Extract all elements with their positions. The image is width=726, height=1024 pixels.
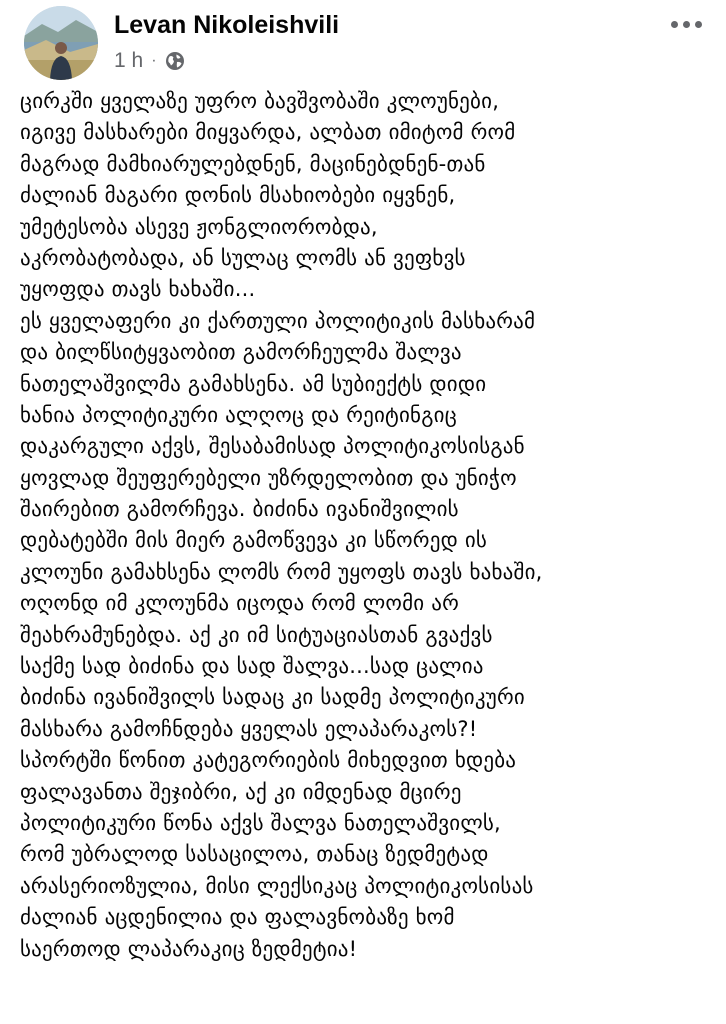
post-text-line: კლოუნი გამახსენა ლომს რომ უყოფს თავს ხახაში, xyxy=(20,559,543,584)
avatar-photo xyxy=(24,6,98,80)
post-text-line: ძალიან აცდენილია და ფალავნობაზე ხომ xyxy=(20,905,455,930)
post-text-line: იგივე მასხარები მიყვარდა, ალბათ იმიტომ რომ xyxy=(20,120,516,145)
post-text-line: შეახრამუნებდა. აქ კი იმ სიტუაციასთან გვაქვს xyxy=(20,622,493,647)
post-text-line: საერთოდ ლაპარაკიც ზედმეტია! xyxy=(20,936,358,961)
post-text-line: ძალიან მაგარი დონის მსახიობები იყვნენ, xyxy=(20,183,456,208)
post-text-line: მასხარა გამოჩნდება ყველას ელაპარაკოს?! xyxy=(20,716,478,741)
post-text-line: დებატებში მის მიერ გამოწვევა კი სწორედ ის xyxy=(20,528,488,553)
post-text-line: ცირკში ყველაზე უფრო ბავშვობაში კლოუნები, xyxy=(20,89,500,113)
post-text-line: ბიძინა ივანიშვილს სადაც კი სადმე პოლიტიკური xyxy=(20,685,525,710)
avatar[interactable] xyxy=(24,6,98,80)
post-text-line: არასერიოზულია, მისი ლექსიკაც პოლიტიკოსისას xyxy=(20,873,534,898)
post-timestamp[interactable]: 1 h xyxy=(114,49,144,72)
post-text-line: ეს ყველაფერი კი ქართული პოლიტიკის მასხარამ xyxy=(20,308,536,333)
more-options-button[interactable] xyxy=(664,6,708,42)
post-text-line: უმეტესობა ასევე ჟონგლიორობდა, xyxy=(20,214,378,239)
post-text-line: ოღონდ იმ კლოუნმა იცოდა რომ ლომი არ xyxy=(20,591,460,616)
author-name[interactable]: Levan Nikoleishvili xyxy=(114,11,340,39)
post-text-line: აკრობატობადა, ან სულაც ლომს ან ვეფხვს xyxy=(20,245,466,270)
globe-icon[interactable] xyxy=(165,51,185,71)
post-text-line: რომ უბრალოდ სასაცილოა, თანაც ზედმეტად xyxy=(20,842,489,867)
post-text-line: სპორტში წონით კატეგორიების მიხედვით ხდება xyxy=(20,748,517,773)
more-options-icon xyxy=(671,21,678,28)
post-text-line: პოლიტიკური წონა აქვს შალვა ნათელაშვილს, xyxy=(20,810,501,835)
meta-separator: · xyxy=(151,52,157,69)
post-meta xyxy=(114,48,185,74)
post-text-line: დაკარგული აქვს, შესაბამისად პოლიტიკოსისგან xyxy=(20,434,525,459)
post-text-line: ყოვლად შეუფერებელი უზრდელობით და უნიჭო xyxy=(20,465,517,490)
more-options-icon xyxy=(695,21,702,28)
post-header xyxy=(18,4,708,84)
post-text-line: ფალავანთა შეჯიბრი, აქ კი იმდენად მცირე xyxy=(20,779,462,804)
post-text-line: საქმე სად ბიძინა და სად შალვა...სად ცალია xyxy=(20,654,484,679)
post-text-line: შაირებით გამორჩევა. ბიძინა ივანიშვილის xyxy=(20,497,459,522)
post-text-line: უყოფდა თავს ხახაში... xyxy=(20,277,256,302)
more-options-icon xyxy=(683,21,690,28)
post-text xyxy=(20,86,716,965)
post-text-line: მაგრად მამხიარულებდნენ, მაცინებდნენ-თან xyxy=(20,151,486,176)
post-text-line: ნათელაშვილმა გამახსენა. ამ სუბიექტს დიდი xyxy=(20,371,487,396)
post-text-line: ხანია პოლიტიკური ალღოც და რეიტინგიც xyxy=(20,402,457,427)
post-text-line: და ბილწსიტყვაობით გამორჩეულმა შალვა xyxy=(20,340,462,365)
